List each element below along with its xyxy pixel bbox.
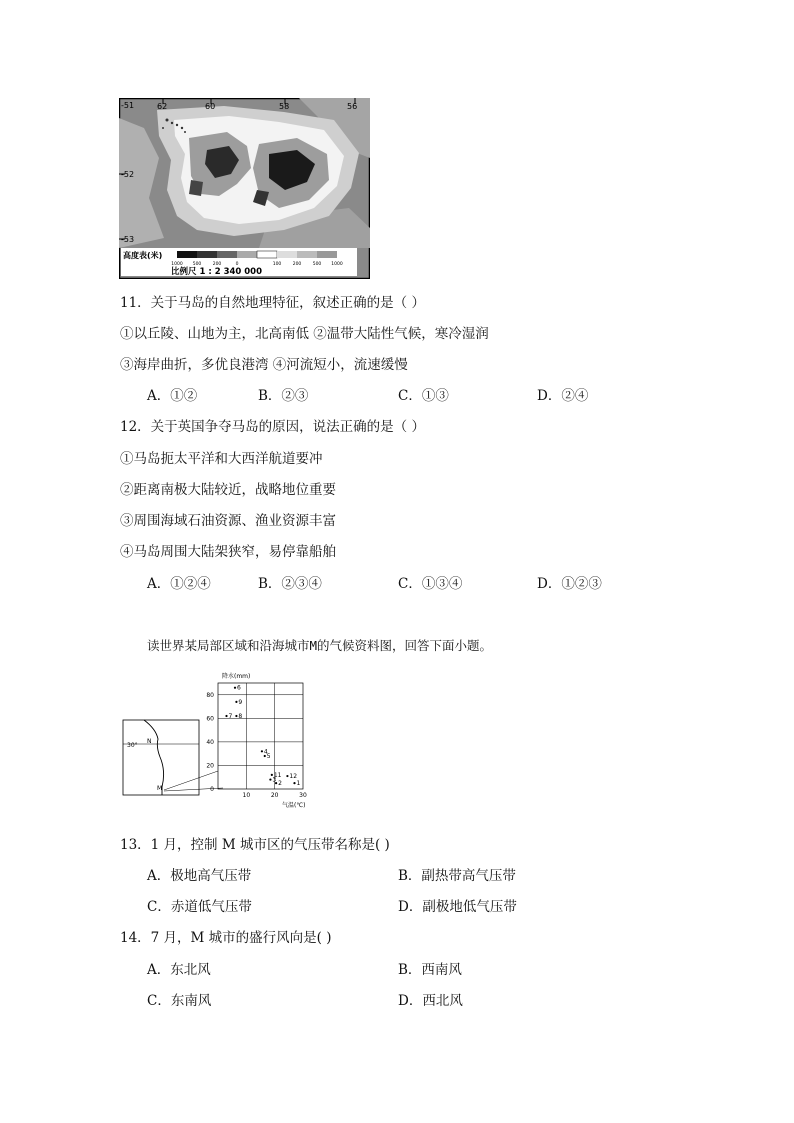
- inset-lat-label: 30°: [127, 742, 138, 749]
- data-point: [271, 774, 273, 776]
- q12-statement-line: ③周围海域石油资源、渔业资源丰富: [120, 513, 336, 529]
- island-map-figure: [119, 98, 370, 279]
- y-tick-label: 40: [206, 738, 214, 746]
- legend-title: 高度表(米): [123, 251, 163, 260]
- q11-statement-line: ①以丘陵、山地为主，北高南低 ②温带大陆性气候，寒冷湿润: [120, 326, 489, 342]
- x-axis-title: 气温(℃): [282, 802, 306, 809]
- q13-stem: 13．1 月，控制 M 城市区的气压带名称是( ): [120, 837, 390, 853]
- data-point: [286, 775, 288, 777]
- data-point: [235, 701, 237, 703]
- lat-label: -52: [121, 170, 135, 179]
- legend-tick: 200: [292, 262, 302, 267]
- q14-option-b[interactable]: B．西南风: [398, 962, 462, 978]
- legend-swatch: [177, 251, 197, 258]
- legend-tick: 500: [192, 262, 202, 267]
- x-tick-label: 20: [270, 792, 279, 799]
- q12-statement-line: ①马岛扼太平洋和大西洋航道要冲: [120, 451, 323, 467]
- legend-tick: 100: [272, 262, 282, 267]
- q11-option-a[interactable]: A．①②: [147, 388, 198, 404]
- y-tick-label: 20: [206, 762, 214, 770]
- section-instruction: 读世界某局部区域和沿海城市M的气候资料图，回答下面小题。: [147, 638, 493, 653]
- data-point-label: 2: [278, 780, 282, 788]
- q14-option-d[interactable]: D．西北风: [398, 993, 463, 1009]
- inset-point-m: M: [157, 785, 163, 792]
- q12-option-a[interactable]: A．①②④: [147, 576, 211, 592]
- climate-figure: [120, 667, 320, 815]
- data-point: [264, 755, 266, 757]
- map-scale: 比例尺 1 : 2 340 000: [171, 267, 263, 277]
- q12-option-c[interactable]: C．①③④: [398, 576, 463, 592]
- legend-tick: 500: [312, 262, 322, 267]
- q11-option-d[interactable]: D．②④: [537, 388, 589, 404]
- lat-label: -51: [121, 101, 135, 110]
- q11-option-b[interactable]: B．②③: [258, 388, 309, 404]
- q13-option-c[interactable]: C．赤道低气压带: [147, 899, 252, 915]
- q14-stem: 14．7 月，M 城市的盛行风向是( ): [120, 930, 332, 946]
- data-point: [269, 778, 271, 780]
- legend-swatch: [297, 251, 317, 258]
- data-point-label: 9: [238, 698, 243, 706]
- data-point-label: 12: [289, 773, 298, 781]
- legend-tick: 1000: [331, 262, 343, 267]
- data-point: [235, 715, 237, 717]
- q12-option-d[interactable]: D．①②③: [537, 576, 602, 592]
- y-tick-label: 0: [210, 786, 214, 793]
- q12-statement-line: ④马岛周围大陆架狭窄，易停靠船舶: [120, 544, 336, 560]
- legend-tick: 1000: [171, 262, 183, 267]
- y-tick-label: 60: [206, 715, 214, 723]
- data-point: [234, 687, 236, 689]
- data-point-label: 4: [263, 748, 268, 756]
- data-point-label: 6: [237, 684, 241, 692]
- y-tick-label: 80: [206, 691, 214, 699]
- data-point-label: 11: [273, 771, 282, 779]
- q11-statement-line: ③海岸曲折，多优良港湾 ④河流短小，流速缓慢: [120, 357, 408, 373]
- data-point-label: 7: [228, 712, 233, 720]
- legend-tick: 200: [212, 262, 222, 267]
- data-point-label: 1: [296, 780, 301, 788]
- legend-swatch: [317, 251, 337, 258]
- lon-label: 62: [157, 102, 168, 111]
- lon-label: 56: [347, 102, 358, 111]
- lon-label: 60: [205, 102, 216, 111]
- x-tick-label: 10: [242, 792, 251, 799]
- data-point: [261, 750, 263, 752]
- climate-chart: [120, 667, 320, 815]
- q13-option-b[interactable]: B．副热带高气压带: [398, 868, 516, 884]
- lon-label: 58: [279, 102, 290, 111]
- q14-option-c[interactable]: C．东南风: [147, 993, 212, 1009]
- inset-map: [123, 720, 223, 795]
- legend-swatch: [197, 251, 217, 258]
- climate-plot: [206, 683, 307, 799]
- island-map: [119, 98, 370, 279]
- data-point-label: 8: [238, 712, 243, 720]
- lat-label: -53: [121, 235, 135, 244]
- data-point: [225, 715, 227, 717]
- y-axis-title: 降水(mm): [222, 673, 251, 680]
- q11-option-c[interactable]: C．①③: [398, 388, 449, 404]
- q12-option-b[interactable]: B．②③④: [258, 576, 322, 592]
- legend-swatch: [277, 251, 297, 258]
- data-point-label: 3: [272, 776, 277, 784]
- data-point-label: 5: [266, 753, 271, 761]
- q13-option-d[interactable]: D．副极地低气压带: [398, 899, 517, 915]
- q12-statement-line: ②距离南极大陆较近，战略地位重要: [120, 482, 336, 498]
- q13-option-a[interactable]: A．极地高气压带: [147, 868, 252, 884]
- q14-option-a[interactable]: A．东北风: [147, 962, 211, 978]
- legend-tick: 0: [235, 262, 239, 267]
- data-point: [293, 782, 295, 784]
- q11-stem: 11．关于马岛的自然地理特征，叙述正确的是（ ）: [120, 295, 425, 311]
- legend-swatch: [237, 251, 257, 258]
- inset-point-n: N: [147, 738, 152, 745]
- legend-swatch: [217, 251, 237, 258]
- legend-swatch: [257, 251, 277, 258]
- x-tick-label: 30: [299, 792, 307, 799]
- q12-stem: 12．关于英国争夺马岛的原因，说法正确的是（ ）: [120, 419, 425, 435]
